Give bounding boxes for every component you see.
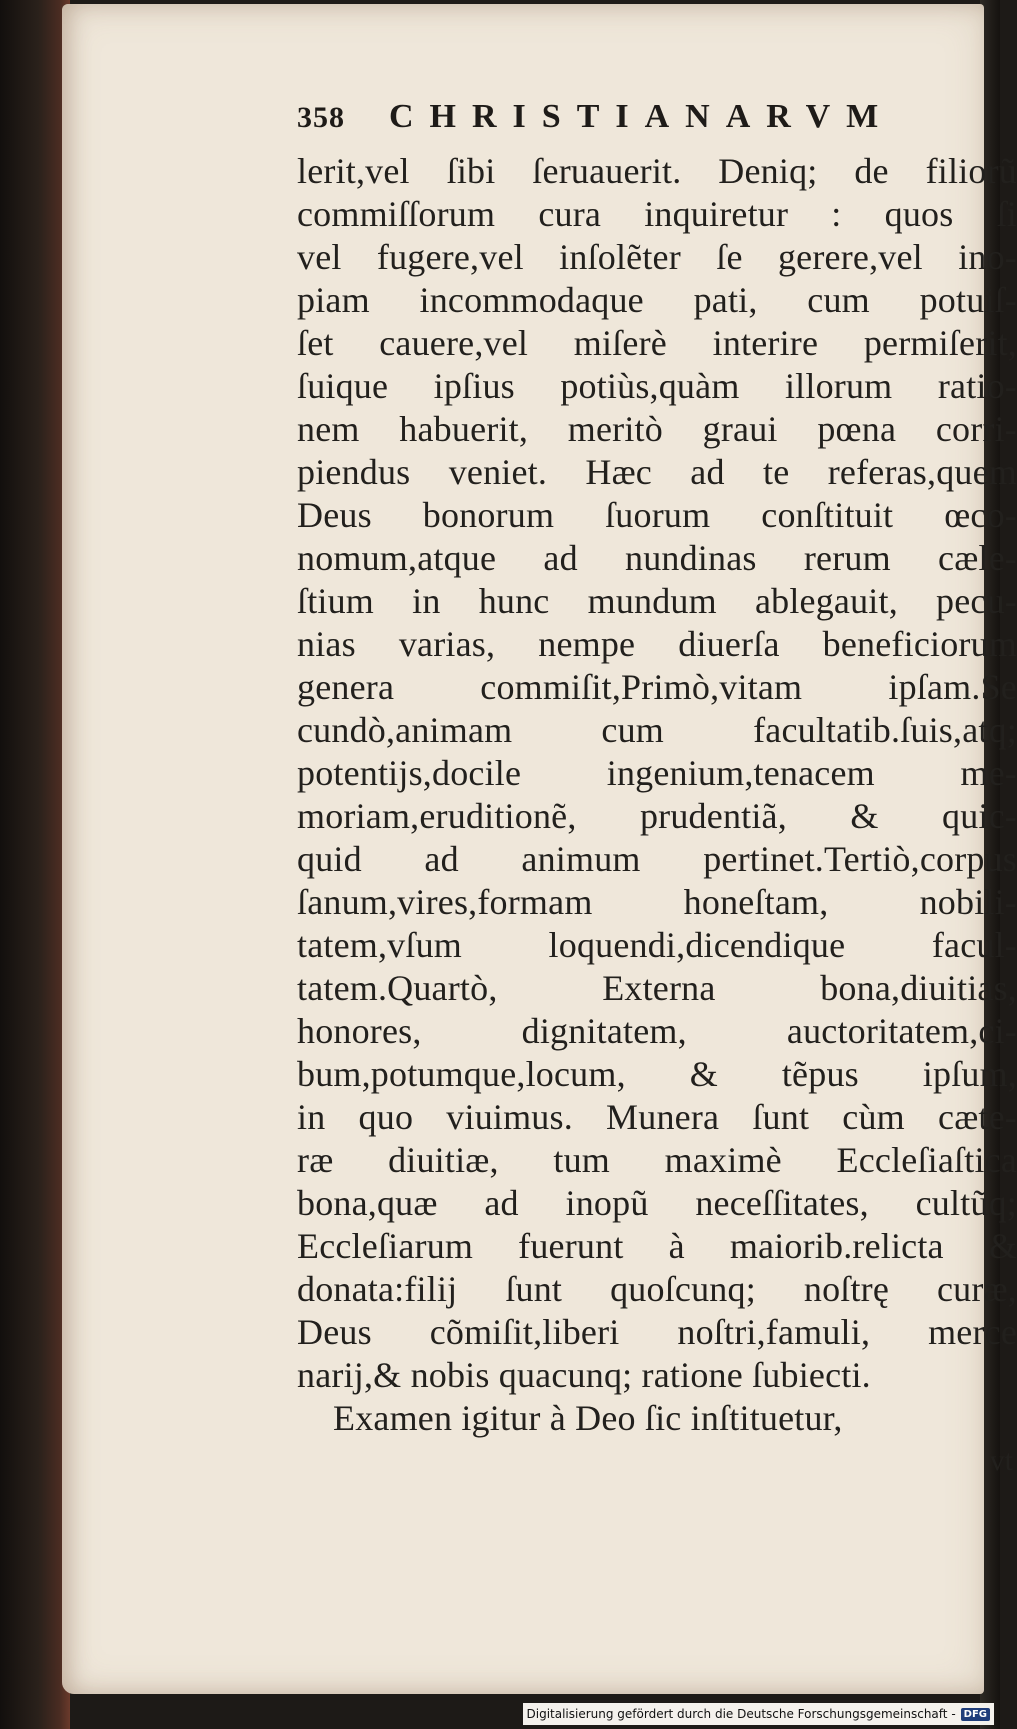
text-line: donata:filij ſunt quoſcunq; noſtrę curæ, (297, 1269, 1017, 1309)
running-head (297, 98, 1017, 150)
text-line: piendus veniet. Hæc ad te referas,quem (297, 452, 1017, 492)
text-line: genera commiſit,Primò,vitam ipſam.Se (297, 667, 1017, 707)
catchword: vt (989, 1444, 1013, 1477)
text-line: ſtium in hunc mundum ablegauit, pecu- (297, 581, 1017, 621)
text-line: moriam,eruditionẽ, prudentiã, & quic- (297, 796, 1017, 836)
text-line: bona,quæ ad inopũ neceſſitates, cultũq; (297, 1183, 1017, 1223)
text-block (297, 150, 1017, 1440)
text-line: commiſſorum cura inquiretur : quos ſi (297, 194, 1017, 234)
dfg-logo: DFG (961, 1708, 990, 1721)
text-line: potentijs,docile ingenium,tenacem me- (297, 753, 1017, 793)
text-line: nomum,atque ad nundinas rerum cæle- (297, 538, 1017, 578)
text-line: nem habuerit, meritò graui pœna corri- (297, 409, 1017, 449)
text-line: vel fugere,vel inſolẽter ſe gerere,vel ino- (297, 237, 1017, 277)
digitization-credit (523, 1703, 995, 1725)
text-line: tatem,vſum loquendi,dicendique facul- (297, 925, 1017, 965)
text-line: quid ad animum pertinet.Tertiò,corpus (297, 839, 1017, 879)
text-line: ſanum,vires,formam honeſtam, nobili- (297, 882, 1017, 922)
scan-background-left (0, 0, 70, 1729)
page-content (297, 98, 1017, 1484)
text-line: ræ diuitiæ, tum maximè Eccleſiaſtica (297, 1140, 1017, 1180)
book-page (62, 4, 1017, 1694)
text-line: lerit,vel ſibi ſeruauerit. Deniq; de filiorũ (297, 151, 1017, 191)
text-line: cundò,animam cum facultatib.ſuis,atq; (297, 710, 1017, 750)
credit-text: Digitalisierung gefördert durch die Deutsche Forschungsgemeinschaft - (526, 1707, 956, 1721)
text-line: Examen igitur à Deo ſic inſtituetur, (333, 1398, 843, 1438)
text-line: tatem.Quartò, Externa bona,diuitias, (297, 968, 1017, 1008)
text-line: ſuique ipſius potiùs,quàm illorum ratio- (297, 366, 1017, 406)
text-line: ſet cauere,vel miſerè interire permiſerit, (297, 323, 1017, 363)
page-number: 358 (297, 101, 345, 134)
text-line: bum,potumque,locum, & tẽpus ipſum, (297, 1054, 1017, 1094)
text-line: in quo viuimus. Munera ſunt cùm cæte- (297, 1097, 1017, 1137)
text-line: Deus bonorum ſuorum conſtituit œco- (297, 495, 1017, 535)
running-title: CHRISTIANARVM (389, 98, 895, 135)
catchword-row (297, 1440, 1017, 1484)
text-line: honores, dignitatem, auctoritatem,ci- (297, 1011, 1017, 1051)
text-line: piam incommodaque pati, cum potuiſ- (297, 280, 1017, 320)
text-line: Eccleſiarum fuerunt à maiorib.relicta & (297, 1226, 1017, 1266)
text-line: nias varias, nempe diuerſa beneficiorum (297, 624, 1017, 664)
text-line: narij,& nobis quacunq; ratione ſubiecti. (297, 1355, 871, 1395)
text-line: Deus cõmiſit,liberi noſtri,famuli, merce (297, 1312, 1017, 1352)
